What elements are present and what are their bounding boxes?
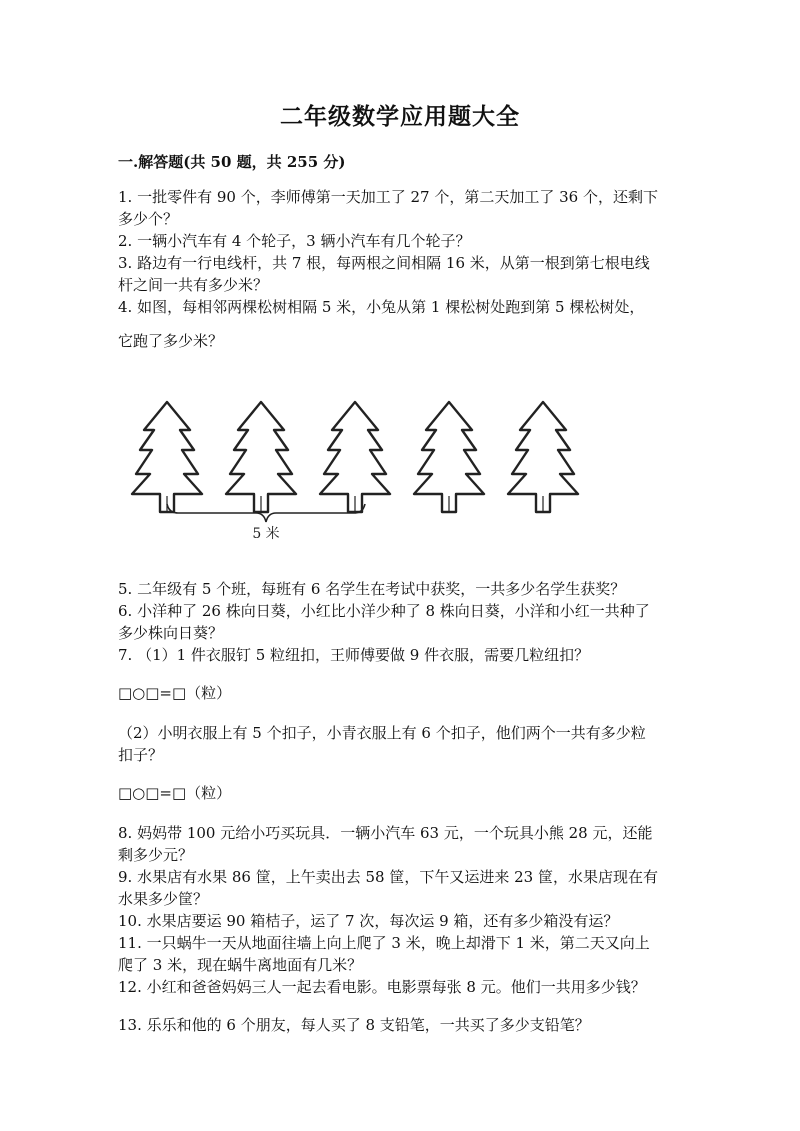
question-9-line-2: 水果多少筐？: [118, 890, 209, 908]
pine-tree-5: [508, 402, 578, 512]
question-3-line-1: 3. 路边有一行电线杆，共 7 根，每两根之间相隔 16 米，从第一根到第七根电线: [118, 254, 650, 272]
section-heading: 一.解答题(共 50 题，共 255 分): [118, 153, 346, 171]
question-7-formula-2: □○□=□（粒）: [118, 784, 232, 802]
question-7-line-2: （2）小明衣服上有 5 个扣子，小青衣服上有 6 个扣子，他们两个一共有多少粒: [118, 724, 646, 742]
pine-tree-3: [320, 402, 390, 512]
pine-tree-1: [132, 402, 202, 512]
question-1-line-2: 多少个？: [118, 210, 179, 228]
question-1-line-1: 1. 一批零件有 90 个，李师傅第一天加工了 27 个，第二天加工了 36 个，还剩下: [118, 188, 658, 206]
question-9-line-1: 9. 水果店有水果 86 筐，上午卖出去 58 筐，下午又运进来 23 筐，水果店现在有: [118, 868, 658, 886]
pine-tree-figure: [118, 382, 680, 552]
pine-tree-2: [226, 402, 296, 512]
question-10: 10. 水果店要运 90 箱桔子，运了 7 次，每次运 9 箱，还有多少箱没有运？: [118, 912, 619, 930]
question-2: 2. 一辆小汽车有 4 个轮子，3 辆小汽车有几个轮子？: [118, 232, 471, 250]
question-6-line-1: 6. 小洋种了 26 株向日葵，小红比小洋少种了 8 株向日葵，小洋和小红一共种了: [118, 602, 650, 620]
page-title: 二年级数学应用题大全: [280, 103, 520, 130]
question-8-line-1: 8. 妈妈带 100 元给小巧买玩具．一辆小汽车 63 元，一个玩具小熊 28 元，还能: [118, 824, 653, 842]
question-7-line-3: 扣子？: [118, 746, 164, 764]
question-13: 13. 乐乐和他的 6 个朋友，每人买了 8 支铅笔，一共买了多少支铅笔？: [118, 1016, 590, 1034]
question-11-line-2: 爬了 3 米，现在蜗牛离地面有几米？: [118, 956, 363, 974]
question-12: 12. 小红和爸爸妈妈三人一起去看电影。电影票每张 8 元。他们一共用多少钱？: [118, 978, 646, 996]
pine-tree-4: [414, 402, 484, 512]
question-6-line-2: 多少株向日葵？: [118, 624, 224, 642]
question-7-formula-1: □○□=□（粒）: [118, 684, 232, 702]
distance-label: 5 米: [252, 526, 280, 542]
question-4-line-1: 4. 如图，每相邻两棵松树相隔 5 米，小兔从第 1 棵松树处跑到第 5 棵松树处，: [118, 298, 645, 316]
question-8-line-2: 剩多少元？: [118, 846, 194, 864]
question-5: 5. 二年级有 5 个班，每班有 6 名学生在考试中获奖，一共多少名学生获奖？: [118, 580, 626, 598]
question-4-line-2: 它跑了多少米？: [118, 332, 224, 350]
question-11-line-1: 11. 一只蜗牛一天从地面往墙上向上爬了 3 米，晚上却滑下 1 米，第二天又向上: [118, 934, 650, 952]
question-7-line-1: 7. （1）1 件衣服钉 5 粒纽扣，王师傅要做 9 件衣服，需要几粒纽扣？: [118, 646, 590, 664]
question-3-line-2: 杆之间一共有多少米？: [118, 276, 269, 294]
